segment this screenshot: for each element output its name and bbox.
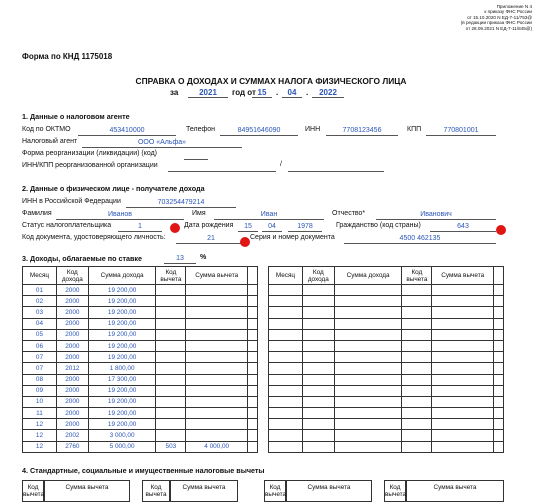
form-code: Форма по КНД 1175018 [22,52,113,61]
table-cell-empty [432,307,494,318]
table-cell [156,318,186,329]
table-row-empty [269,352,504,363]
recipient-inn-field: 703254479214 [126,198,236,208]
table-cell: 07 [23,363,57,374]
appendix-order: к приказу ФНС России [484,9,532,15]
table-cell [156,408,186,419]
surname-field: Иванов [56,210,184,220]
table-cell-empty [302,430,334,441]
table-cell-empty [334,329,402,340]
table-cell: 01 [23,285,57,296]
table-cell-empty [334,385,402,396]
table-cell: 2000 [56,352,88,363]
table-cell-empty [402,396,432,407]
status-label: Статус налогоплательщика [22,222,112,229]
title-za: за [170,88,179,97]
table-cell: 07 [23,352,57,363]
reorg-field [184,150,208,160]
deduction-sum-box: Сумма вычета [170,480,238,502]
kpp-field: 770801001 [426,126,496,136]
table-cell [186,385,248,396]
table-cell: 2000 [56,285,88,296]
table-cell-empty [269,340,303,351]
table-cell [186,296,248,307]
table-row [23,340,258,351]
table-row [23,363,258,374]
table-cell: 2000 [56,419,88,430]
table-cell-empty [269,396,303,407]
table-cell-empty [494,385,504,396]
table-cell: 17 300,00 [88,374,156,385]
title-god-ot: год от [232,88,256,97]
table-cell-spacer [248,408,258,419]
col-income-sum: Сумма дохода [334,267,402,285]
table-cell-empty [269,385,303,396]
patronymic-label: Отчество* [332,210,366,217]
table-row-empty [269,340,504,351]
appendix-edition: (в редакции приказа ФНС России [460,20,532,26]
col-spacer [494,267,504,285]
table-cell-spacer [248,340,258,351]
table-row [23,419,258,430]
table-cell-empty [302,419,334,430]
table-row-empty [269,363,504,374]
oktmo-label: Код по ОКТМО [22,126,71,133]
table-cell-empty [302,329,334,340]
appendix-header [461,4,532,31]
table-cell [156,307,186,318]
table-cell [186,419,248,430]
table-cell [186,352,248,363]
table-cell-empty [302,285,334,296]
table-cell-empty [402,363,432,374]
table-cell: 19 200,00 [88,296,156,307]
table-cell-empty [494,430,504,441]
reorg-inn-label: ИНН/КПП реорганизованной организации [22,162,158,169]
col-month: Месяц [269,267,303,285]
table-row-empty [269,385,504,396]
table-cell: 19 200,00 [88,419,156,430]
table-row [23,408,258,419]
table-cell: 2760 [56,441,88,452]
table-cell-spacer [248,385,258,396]
income-table-header [23,267,258,285]
table-cell-empty [402,340,432,351]
table-cell: 05 [23,329,57,340]
table-cell-empty [269,329,303,340]
col-deduction-code: Код вычета [156,267,186,285]
table-row-empty [269,329,504,340]
agent-inn-label: ИНН [305,126,321,133]
table-cell-empty [494,329,504,340]
table-row [23,296,258,307]
table-cell: 2000 [56,307,88,318]
appendix-order-date: от 15.10.2020 N ЕД-7-11/753@ [467,14,532,20]
citizenship-label: Гражданство (код страны) [336,222,421,229]
deduction-code-box: Код вычета [384,480,406,502]
table-cell: 19 200,00 [88,408,156,419]
table-cell-empty [432,363,494,374]
table-cell-empty [302,408,334,419]
table-cell-empty [302,374,334,385]
table-cell-empty [334,441,402,452]
table-cell-empty [334,408,402,419]
section3-heading: 3. Доходы, облагаемые по ставке [22,254,143,263]
table-cell [156,363,186,374]
marker-dot [170,223,180,233]
table-cell [156,419,186,430]
table-cell [186,285,248,296]
birth-month-field: 04 [262,222,282,232]
table-cell-empty [269,430,303,441]
table-cell: 19 200,00 [88,396,156,407]
deduction-code-box: Код вычета [22,480,44,502]
table-cell: 12 [23,419,57,430]
table-cell-empty [269,318,303,329]
table-cell-spacer [248,363,258,374]
table-cell-spacer [248,307,258,318]
table-cell-spacer [248,419,258,430]
table-row [23,430,258,441]
table-row [23,307,258,318]
title-month: 04 [282,88,302,98]
table-cell-empty [494,441,504,452]
deductions-row [22,480,504,502]
table-cell: 02 [23,296,57,307]
table-cell [186,318,248,329]
doc-series-label: Серия и номер документа [250,234,335,241]
table-cell-empty [302,396,334,407]
table-cell-empty [432,430,494,441]
table-cell-empty [494,296,504,307]
table-cell-empty [334,352,402,363]
table-cell [156,285,186,296]
table-cell-empty [432,374,494,385]
table-cell-empty [334,307,402,318]
table-cell-empty [402,307,432,318]
table-cell [156,396,186,407]
table-cell-empty [432,396,494,407]
birth-label: Дата рождения [184,222,234,229]
table-cell: 2000 [56,296,88,307]
table-cell: 503 [156,441,186,452]
section4-heading: 4. Стандартные, социальные и имущественные налоговые вычеты [22,466,265,475]
table-cell-empty [269,374,303,385]
table-row-empty [269,441,504,452]
title-day: 15 [252,88,272,98]
table-cell: 3 000,00 [88,430,156,441]
table-row [23,318,258,329]
table-row [23,285,258,296]
table-cell: 03 [23,307,57,318]
table-row [23,396,258,407]
col-deduction-sum: Сумма вычета [432,267,494,285]
reorg-label: Форма реорганизации (ликвидации) (код) [22,150,158,157]
table-cell [186,396,248,407]
name-field: Иван [214,210,324,220]
table-cell: 19 200,00 [88,340,156,351]
reorg-slash: / [280,161,282,168]
rate-percent: % [200,254,207,261]
table-cell-empty [432,352,494,363]
col-income-sum: Сумма дохода [88,267,156,285]
table-cell-empty [494,307,504,318]
table-cell: 2000 [56,408,88,419]
col-income-code: Код дохода [56,267,88,285]
table-cell-empty [334,430,402,441]
table-cell-empty [302,385,334,396]
table-cell-empty [494,419,504,430]
table-cell: 04 [23,318,57,329]
table-row [23,441,258,452]
table-cell-spacer [248,396,258,407]
table-cell: 12 [23,441,57,452]
table-cell: 11 [23,408,57,419]
table-row [23,329,258,340]
table-cell-empty [334,396,402,407]
table-cell: 2000 [56,340,88,351]
agent-field: ООО «Альфа» [82,138,242,148]
table-cell-empty [334,419,402,430]
table-cell: 06 [23,340,57,351]
table-cell-empty [269,363,303,374]
table-cell [156,374,186,385]
table-cell-spacer [248,441,258,452]
phone-field: 84951646090 [220,126,298,136]
table-cell [186,340,248,351]
section1-heading: 1. Данные о налоговом агенте [22,112,130,121]
table-row-empty [269,396,504,407]
table-cell [186,408,248,419]
table-cell-empty [302,352,334,363]
table-cell: 2000 [56,385,88,396]
status-field: 1 [118,222,162,232]
table-cell-empty [402,441,432,452]
rate-field: 13 [164,254,196,264]
table-cell-empty [302,363,334,374]
marker-dot [496,225,506,235]
table-cell-empty [334,363,402,374]
deduction-sum-box: Сумма вычета [406,480,504,502]
table-cell-spacer [248,352,258,363]
table-cell: 2000 [56,329,88,340]
table-cell: 2002 [56,430,88,441]
table-cell-empty [402,385,432,396]
doc-code-field: 21 [176,234,246,244]
income-table-left [22,266,258,453]
table-cell-empty [402,374,432,385]
oktmo-field: 453410000 [78,126,176,136]
section2-heading: 2. Данные о физическом лице - получателе дохода [22,184,205,193]
table-cell [186,374,248,385]
table-cell-empty [334,318,402,329]
patronymic-field: Иванович [376,210,496,220]
table-row [23,374,258,385]
table-cell-empty [269,408,303,419]
table-cell-empty [432,441,494,452]
table-cell: 5 000,00 [88,441,156,452]
table-row [23,352,258,363]
table-cell-empty [269,419,303,430]
table-cell-empty [432,340,494,351]
table-cell-empty [494,396,504,407]
table-cell-empty [432,318,494,329]
reorg-kpp-field [288,162,384,172]
table-cell-empty [432,419,494,430]
table-cell-empty [269,441,303,452]
table-cell [156,340,186,351]
title-dot-2: . [306,88,309,97]
col-income-code: Код дохода [302,267,334,285]
table-cell-spacer [248,329,258,340]
table-cell: 1 800,00 [88,363,156,374]
table-cell [156,430,186,441]
table-cell-empty [432,285,494,296]
table-cell: 19 200,00 [88,307,156,318]
table-cell-empty [432,385,494,396]
table-cell-empty [402,352,432,363]
table-cell-spacer [248,318,258,329]
table-row-empty [269,285,504,296]
deduction-code-box: Код вычета [142,480,170,502]
table-cell-empty [402,408,432,419]
table-cell-empty [334,296,402,307]
table-cell-empty [402,285,432,296]
table-cell-empty [334,285,402,296]
table-cell-empty [494,408,504,419]
income-table-right [268,266,504,453]
col-spacer [248,267,258,285]
table-cell-empty [432,296,494,307]
table-cell-spacer [248,430,258,441]
table-cell-empty [494,285,504,296]
birth-day-field: 15 [238,222,258,232]
table-cell: 4 000,00 [186,441,248,452]
agent-label: Налоговый агент [22,138,78,145]
col-deduction-sum: Сумма вычета [186,267,248,285]
table-cell: 19 200,00 [88,352,156,363]
table-cell-empty [269,296,303,307]
table-cell: 19 200,00 [88,385,156,396]
table-cell: 19 200,00 [88,285,156,296]
table-cell [186,329,248,340]
table-row-empty [269,419,504,430]
table-cell [156,385,186,396]
table-cell: 10 [23,396,57,407]
table-cell-spacer [248,374,258,385]
table-cell [156,329,186,340]
doc-code-label: Код документа, удостоверяющего личность: [22,234,166,241]
birth-year-field: 1978 [288,222,322,232]
deduction-sum-box: Сумма вычета [44,480,130,502]
table-cell-spacer [248,285,258,296]
table-cell-empty [269,352,303,363]
table-cell [156,296,186,307]
table-cell-empty [494,340,504,351]
table-cell [186,430,248,441]
name-label: Имя [192,210,206,217]
table-cell: 08 [23,374,57,385]
marker-dot [240,237,250,247]
table-cell: 2000 [56,396,88,407]
title-dot-1: . [276,88,279,97]
table-cell: 2000 [56,318,88,329]
table-cell-empty [402,419,432,430]
table-cell: 2000 [56,374,88,385]
table-cell-empty [302,340,334,351]
table-cell-empty [494,363,504,374]
table-row [23,385,258,396]
table-cell-empty [302,296,334,307]
table-cell: 19 200,00 [88,329,156,340]
table-cell-empty [402,430,432,441]
table-row-empty [269,296,504,307]
income-table-header [269,267,504,285]
reorg-inn-field [168,162,276,172]
table-row-empty [269,318,504,329]
table-cell: 12 [23,430,57,441]
col-deduction-code: Код вычета [402,267,432,285]
table-cell-empty [402,318,432,329]
deduction-sum-box: Сумма вычета [286,480,372,502]
table-cell: 09 [23,385,57,396]
deduction-code-box: Код вычета [264,480,286,502]
table-cell-empty [402,296,432,307]
phone-label: Телефон [186,126,216,133]
recipient-inn-label: ИНН в Российской Федерации [22,198,121,205]
table-row-empty [269,430,504,441]
table-cell-empty [494,318,504,329]
document-title: СПРАВКА О ДОХОДАХ И СУММАХ НАЛОГА ФИЗИЧЕСКОГО ЛИЦА [135,76,407,86]
table-cell-empty [302,318,334,329]
table-cell-empty [432,329,494,340]
surname-label: Фамилия [22,210,52,217]
appendix-number: Приложение N 4 [496,4,532,9]
table-cell [186,363,248,374]
title-date-year: 2022 [312,88,344,98]
appendix-edition-date: от 28.09.2021 N ЕД-7-11/845@) [465,25,532,31]
table-row-empty [269,374,504,385]
table-cell-empty [432,408,494,419]
table-cell-empty [302,307,334,318]
table-cell-empty [269,307,303,318]
title-year: 2021 [188,88,228,98]
table-cell-spacer [248,296,258,307]
doc-series-field: 4500 462135 [344,234,496,244]
table-cell: 19 200,00 [88,318,156,329]
table-cell-empty [494,374,504,385]
kpp-label: КПП [407,126,422,133]
table-cell-empty [402,329,432,340]
table-row-empty [269,408,504,419]
table-cell-empty [334,340,402,351]
table-row-empty [269,307,504,318]
table-cell-empty [494,352,504,363]
table-cell-empty [269,285,303,296]
agent-inn-field: 7708123456 [326,126,398,136]
table-cell: 2012 [56,363,88,374]
table-cell [156,352,186,363]
table-cell-empty [302,441,334,452]
col-month: Месяц [23,267,57,285]
citizenship-field: 643 [430,222,496,232]
table-cell [186,307,248,318]
table-cell-empty [334,374,402,385]
